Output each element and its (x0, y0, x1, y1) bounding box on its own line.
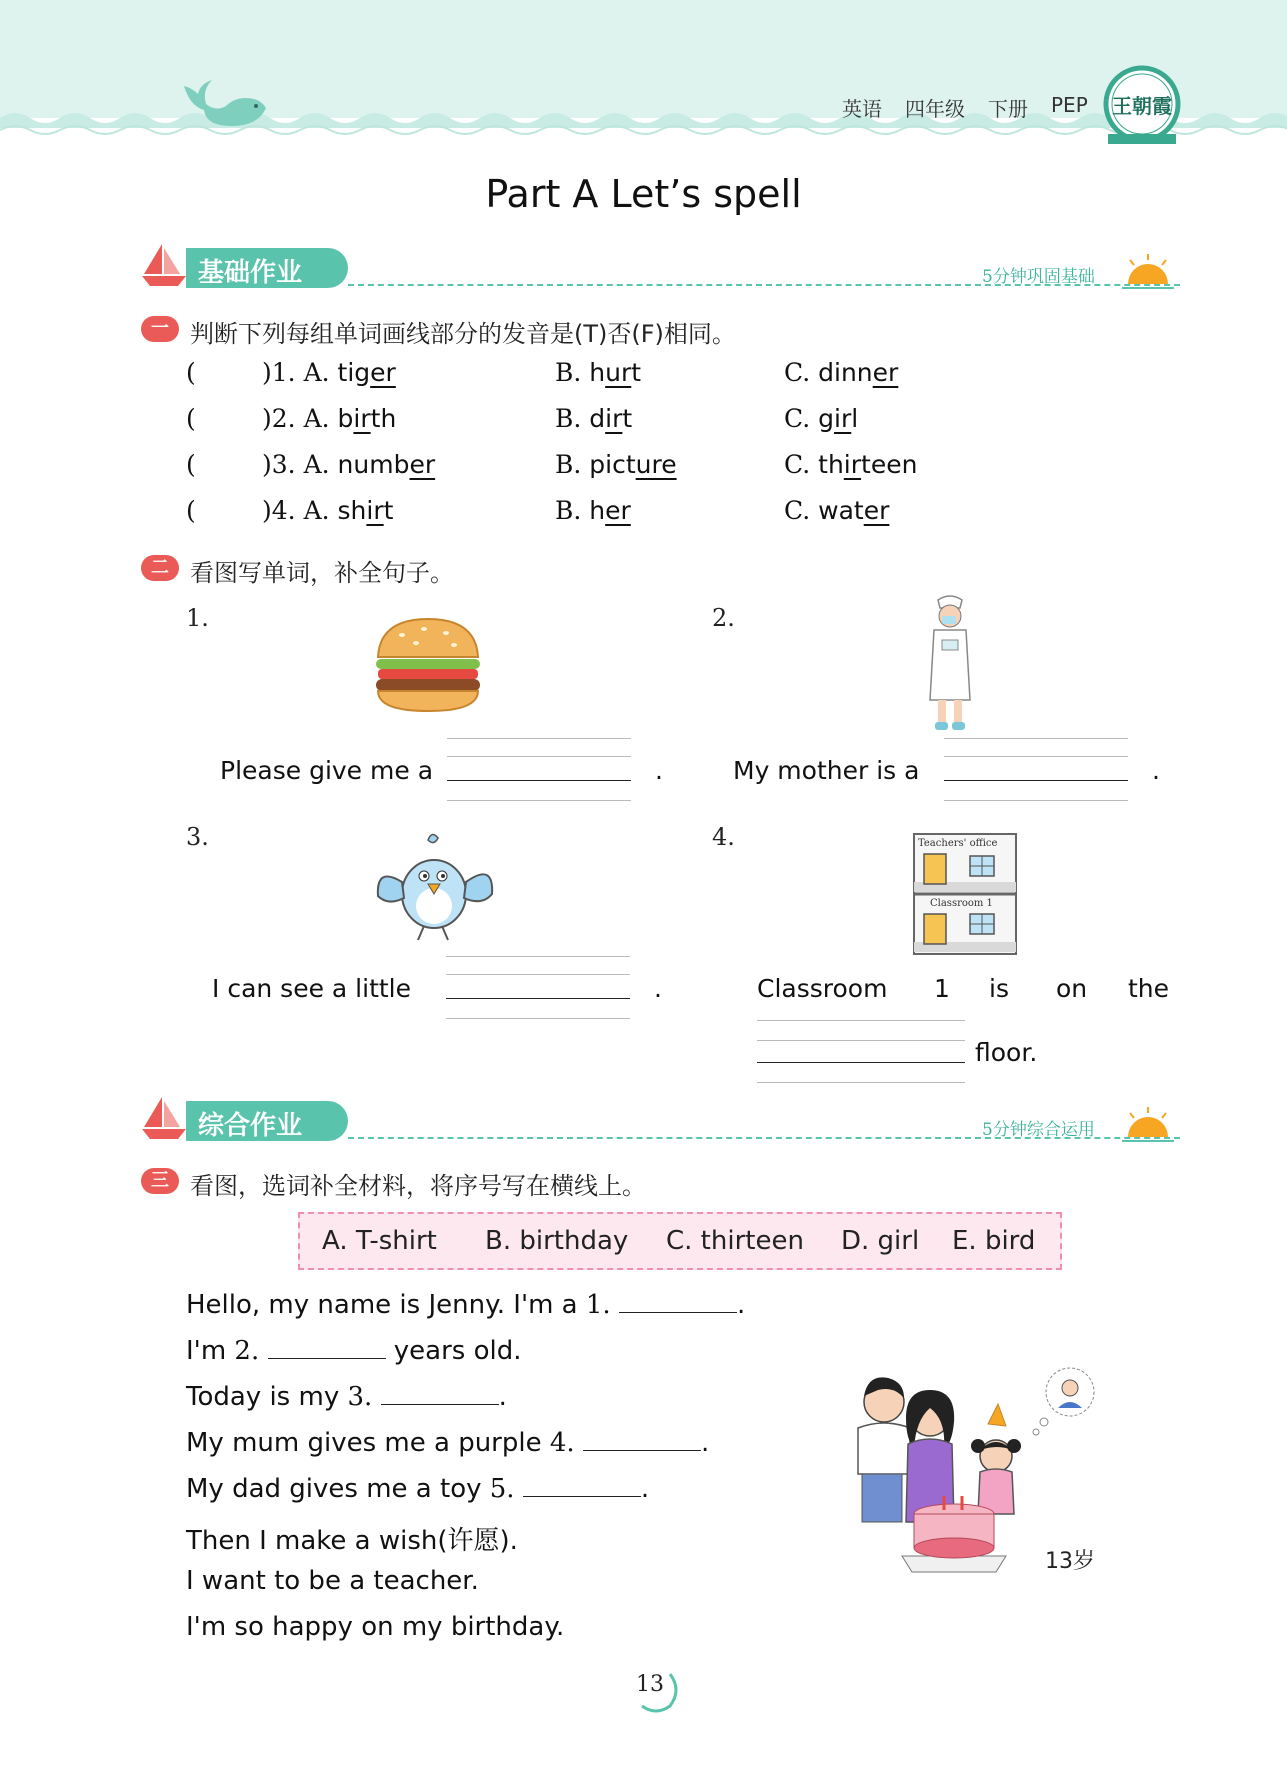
item-number: )3. (262, 450, 296, 479)
age-label: 13岁 (1045, 1549, 1095, 1574)
q2-item-1-period: . (655, 756, 663, 785)
sunset-icon (1122, 254, 1174, 294)
question-3-badge: 三 (141, 1168, 179, 1194)
word-b: her (589, 496, 631, 525)
option-label: C. (784, 450, 811, 479)
option-label: A. (303, 358, 330, 387)
page-title: Part A Let’s spell (485, 172, 802, 216)
answer-paren[interactable]: ( (186, 404, 196, 433)
story-line-3: Today is my 3. . (186, 1382, 507, 1412)
item-number: )4. (262, 496, 296, 525)
section-basic-tag (186, 248, 348, 288)
volume-label: 下册 (988, 97, 1028, 121)
q2-item-4-blank[interactable] (757, 1020, 965, 1076)
story-line-7: I want to be a teacher. (186, 1566, 479, 1596)
story-line-8: I'm so happy on my birthday. (186, 1612, 565, 1642)
section-comprehensive-label: 综合作业 (198, 1111, 303, 1141)
word-b: dirt (589, 404, 633, 433)
q2-item-4-word-5: the (1128, 974, 1170, 1003)
story-line-1: Hello, my name is Jenny. I'm a 1. . (186, 1290, 746, 1320)
story-blank-3[interactable] (381, 1382, 499, 1405)
q2-item-2-sentence: My mother is a (733, 756, 920, 785)
word-bank-option-d: D. girl (841, 1226, 920, 1256)
item-number: )1. (262, 358, 296, 387)
option-label: A. (303, 404, 330, 433)
option-label: C. (784, 496, 811, 525)
word-c: dinner (818, 358, 899, 387)
answer-paren[interactable]: ( (186, 496, 196, 525)
section-comprehensive-tag (186, 1101, 348, 1141)
section-basic-label: 基础作业 (198, 258, 303, 288)
q2-item-4-word-4: on (1056, 974, 1088, 1003)
hamburger-image (372, 615, 484, 715)
option-label: C. (784, 358, 811, 387)
word-a: number (337, 450, 436, 479)
q2-item-2-period: . (1152, 756, 1160, 785)
story-line-5: My dad gives me a toy 5. . (186, 1474, 650, 1504)
q2-item-3-sentence: I can see a little (212, 974, 411, 1003)
word-c: water (818, 496, 890, 525)
word-c: girl (818, 404, 859, 433)
brand-logo (1102, 62, 1182, 148)
question-2-instruction: 看图写单词，补全句子。 (190, 559, 454, 587)
logo-text: 王朝霞 (1112, 94, 1172, 118)
item-number: )2. (262, 404, 296, 433)
option-label: A. (303, 450, 330, 479)
word-bank-option-e: E. bird (952, 1226, 1036, 1256)
story-line-6: Then I make a wish(许愿). (186, 1526, 518, 1556)
sailboat-icon (140, 242, 188, 288)
q2-item-3-blank[interactable] (446, 956, 630, 1012)
bird-image (372, 826, 498, 946)
q2-item-4-word-2: 1 (934, 974, 950, 1003)
word-bank-option-c: C. thirteen (666, 1226, 804, 1256)
subject-label: 英语 (842, 97, 882, 121)
option-label: A. (303, 496, 330, 525)
nurse-image (920, 592, 980, 734)
word-bank-option-a: A. T-shirt (322, 1226, 437, 1256)
q2-item-2-blank[interactable] (944, 738, 1128, 794)
word-b: hurt (589, 358, 642, 387)
edition-label: PEP (1051, 93, 1088, 117)
word-bank (298, 1212, 1062, 1270)
q2-item-1-blank[interactable] (447, 738, 631, 794)
section-comprehensive-time: 5分钟综合运用 (982, 1120, 1095, 1140)
story-blank-2[interactable] (268, 1336, 386, 1359)
word-b: picture (589, 450, 677, 479)
building-bottom-sign: Classroom 1 (930, 898, 993, 909)
answer-paren[interactable]: ( (186, 450, 196, 479)
grade-label: 四年级 (905, 97, 965, 121)
question-1-badge: 一 (141, 316, 179, 342)
option-label: C. (784, 404, 811, 433)
word-c: thirteen (818, 450, 918, 479)
question-1-instruction: 判断下列每组单词画线部分的发音是(T)否(F)相同。 (190, 320, 736, 348)
story-line-4: My mum gives me a purple 4. . (186, 1428, 710, 1458)
q2-item-4-floor: floor. (975, 1038, 1038, 1067)
q2-item-3-period: . (654, 974, 662, 1003)
sunset-icon (1122, 1107, 1174, 1147)
q2-item-4-number: 4. (712, 823, 735, 851)
q2-item-3-number: 3. (186, 823, 209, 851)
building-top-sign: Teachers' office (918, 838, 998, 849)
page-number: 13 (636, 1672, 664, 1697)
option-label: B. (555, 496, 582, 525)
question-2-badge: 二 (141, 555, 179, 581)
story-blank-4[interactable] (583, 1428, 701, 1451)
school-building-image (912, 832, 1018, 956)
word-a: shirt (337, 496, 394, 525)
story-blank-1[interactable] (619, 1290, 737, 1313)
q2-item-1-sentence: Please give me a (220, 756, 434, 785)
q2-item-2-number: 2. (712, 604, 735, 632)
whale-icon (176, 76, 272, 132)
question-3-instruction: 看图，选词补全材料，将序号写在横线上。 (190, 1172, 646, 1200)
word-a: birth (337, 404, 397, 433)
option-label: B. (555, 358, 582, 387)
story-blank-5[interactable] (523, 1474, 641, 1497)
word-bank-option-b: B. birthday (485, 1226, 629, 1256)
q2-item-4-word-1: Classroom (757, 974, 888, 1003)
option-label: B. (555, 404, 582, 433)
q2-item-1-number: 1. (186, 604, 209, 632)
sailboat-icon (140, 1095, 188, 1141)
answer-paren[interactable]: ( (186, 358, 196, 387)
word-a: tiger (337, 358, 396, 387)
q2-item-4-word-3: is (989, 974, 1009, 1003)
story-line-2: I'm 2. years old. (186, 1336, 522, 1366)
section-basic-time: 5分钟巩固基础 (982, 267, 1095, 287)
option-label: B. (555, 450, 582, 479)
